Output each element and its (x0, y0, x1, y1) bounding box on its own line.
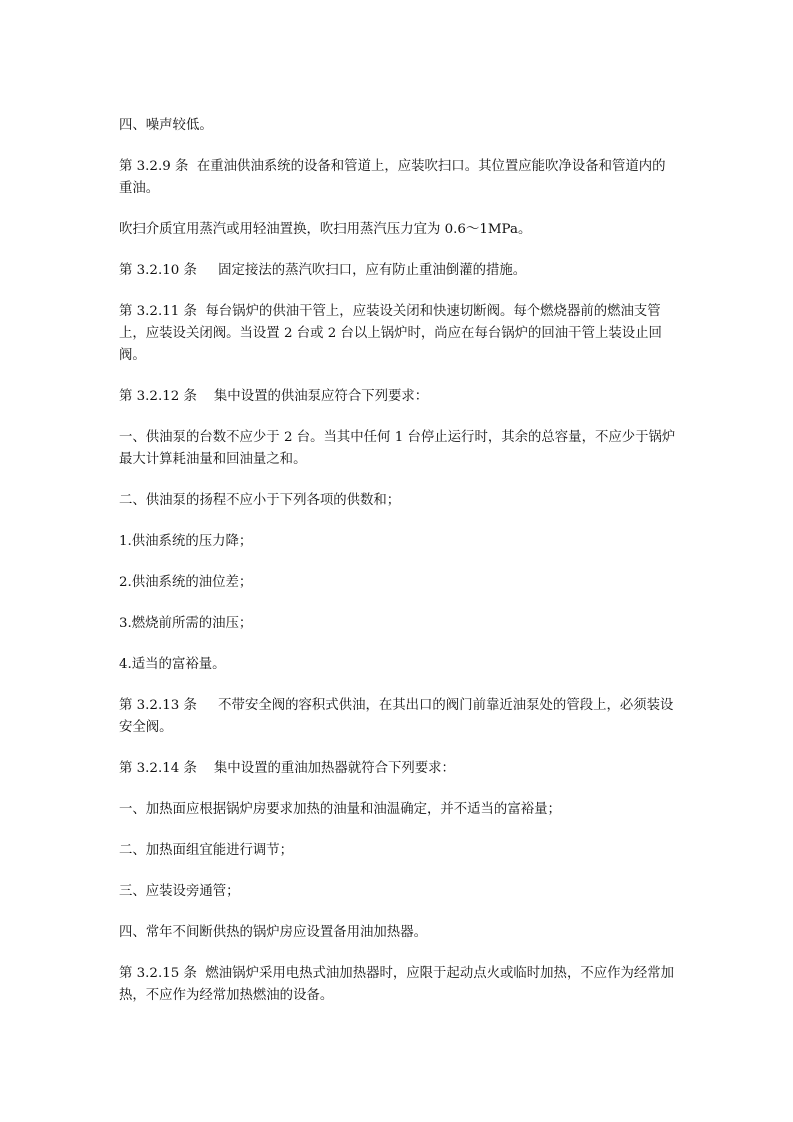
paragraph-pump-head: 二、供油泵的扬程不应小于下列各项的供数和； (119, 493, 401, 508)
document-body (119, 115, 677, 1026)
paragraph-bypass: 三、应装设旁通管； (119, 884, 240, 899)
paragraph-pump-count: 一、供油泵的台数不应少于 2 台。当其中任何 1 台停止运行时，其余的总容量，不应少于锅炉最大计算耗油量和回油量之和。 (119, 430, 676, 467)
paragraph-heating-surface: 一、加热面应根据锅炉房要求加热的油量和油温确定，并不适当的富裕量； (119, 802, 561, 817)
paragraph-noise-low: 四、噪声较低。 (119, 118, 213, 133)
list-item-pressure-drop: 1.供油系统的压力降； (119, 534, 253, 549)
list-item-level-difference: 2.供油系统的油位差； (119, 575, 253, 590)
paragraph-clause-3-2-9: 第 3.2.9 条 在重油供油系统的设备和管道上，应装吹扫口。其位置应能吹净设备和管道内的重油。 (119, 159, 666, 196)
list-item-margin: 4.适当的富裕量。 (119, 657, 226, 672)
paragraph-clause-3-2-15: 第 3.2.15 条 燃油锅炉采用电热式油加热器时，应限于起动点火或临时加热，不应作为经常加热，不应作为经常加热燃油的设备。 (119, 966, 675, 1003)
paragraph-clause-3-2-13: 第 3.2.13 条 不带安全阀的容积式供油，在其出口的阀门前靠近油泵处的管段上，必须装设安全阀。 (119, 698, 674, 735)
paragraph-clause-3-2-12: 第 3.2.12 条 集中设置的供油泵应符合下列要求： (119, 389, 429, 404)
paragraph-heating-adjust: 二、加热面组宜能进行调节； (119, 843, 294, 858)
paragraph-purge-medium: 吹扫介质宜用蒸汽或用轻油置换，吹扫用蒸汽压力宜为 0.6～1MPa。 (119, 222, 532, 237)
paragraph-clause-3-2-14: 第 3.2.14 条 集中设置的重油加热器就符合下列要求： (119, 761, 455, 776)
paragraph-clause-3-2-10: 第 3.2.10 条 固定接法的蒸汽吹扫口，应有防止重油倒灌的措施。 (119, 263, 527, 278)
list-item-oil-pressure: 3.燃烧前所需的油压； (119, 616, 253, 631)
paragraph-standby-heater: 四、常年不间断供热的锅炉房应设置备用油加热器。 (119, 925, 427, 940)
paragraph-clause-3-2-11: 第 3.2.11 条 每台锅炉的供油干管上，应装设关闭和快速切断阀。每个燃烧器前的燃油支管上，应装设关闭阀。当设置 2 台或 2 台以上锅炉时，尚应在每台锅炉的回油干管上装设止回阀。 (119, 304, 662, 363)
